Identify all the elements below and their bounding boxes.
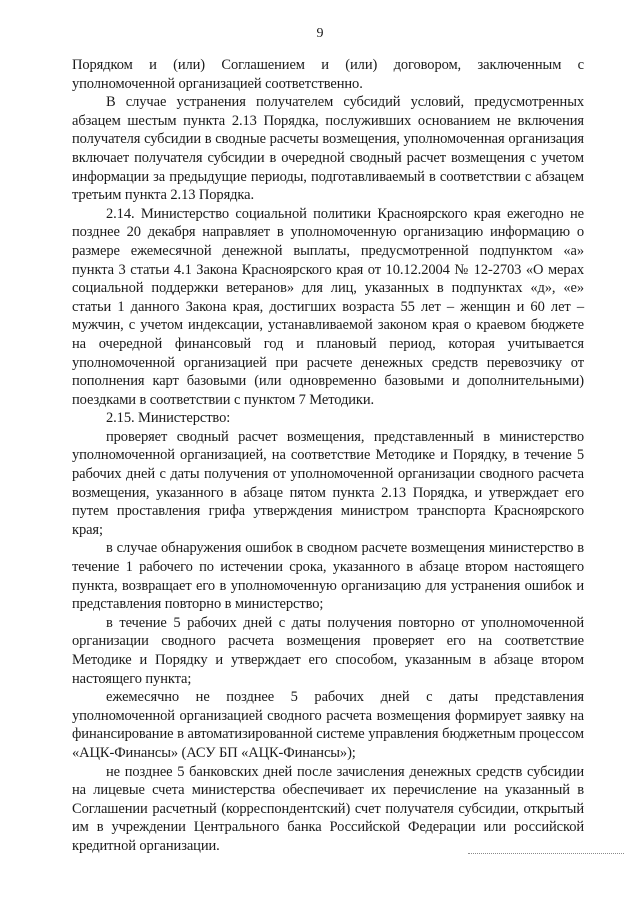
paragraph-clause-2-14: 2.14. Министерство социальной политики Красноярского края ежегодно не позднее 20 декабря направляет в уполномоченную организацию информацию о размере ежемесячной денежной выплаты, предусмотренной подпунктом «а» пункта 3 статьи 4.1 Закона Красноярского края от 10.12.2004 № 12-2703 «О мерах социальной поддержки ветеранов» для лиц, указанных в подпунктах «д», «е» статьи 1 данного Закона края, достигших возраста 55 лет – женщин и 60 лет – мужчин, с учетом индексации, устанавливаемой законом края о краевом бюджете на очередной финансовый год и плановый период, которая учитывается уполномоченной организацией при расчете денежных средств перевозчику от пополнения карт базовыми (или одновременно базовыми и дополнительными) поездками в соответствии с пунктом 7 Методики.	[72, 205, 584, 408]
paragraph-subsidy-inclusion: В случае устранения получателем субсидий условий, предусмотренных абзацем шестым пункта 2.13 Порядка, послуживших основанием не включения получателя субсидии в сводные расчеты возмещения, уполномоченная организация включает получателя субсидии в очередной сводный расчет возмещения с учетом информации за предыдущие периоды, подготавливаемый в соответствии с абзацем третьим пункта 2.13 Порядка.	[72, 94, 584, 204]
document-body	[72, 56, 584, 856]
page-number: 9	[316, 26, 324, 41]
paragraph-verification: проверяет сводный расчет возмещения, представленный в министерство уполномоченной организацией, на соответствие Методике и Порядку, в течение 5 рабочих дней с даты получения от уполномоченной организации сводного расчета возмещения, указанного в абзаце пятом пункта 2.13 Порядка, и утверждает его путем проставления грифа утверждения министром транспорта Красноярского края;	[72, 428, 584, 538]
paragraph-funding-request: ежемесячно не позднее 5 рабочих дней с даты представления уполномоченной организацией сводного расчета возмещения формирует заявку на финансирование в автоматизированной системе управления бюджетным процессом «АЦК-Финансы» (АСУ БП «АЦК-Финансы»);	[72, 689, 584, 761]
paragraph-clause-2-15-heading: 2.15. Министерство:	[106, 410, 231, 427]
footer-dotted-line	[468, 853, 624, 854]
paragraph-transfer: не позднее 5 банковских дней после зачисления денежных средств субсидии на лицевые счета министерства обеспечивает их перечисление на указанный в Соглашении расчетный (корреспондентский) счет получателя субсидии, открытый им в учреждении Центрального банка Российской Федерации или российской кредитной организации.	[72, 763, 584, 854]
paragraph-repeat-check: в течение 5 рабочих дней с даты получения повторно от уполномоченной организации сводного расчета возмещения проверяет его на соответствие Методике и Порядку и утверждает его способом, указанным в абзаце втором настоящего пункта;	[72, 614, 584, 687]
paragraph-error-return: в случае обнаружения ошибок в сводном расчете возмещения министерство в течение 1 рабочего по истечении срока, указанного в абзаце втором настоящего пункта, возвращает его в уполномоченную организацию для устранения ошибок и представления повторно в министерство;	[72, 540, 584, 613]
paragraph-continuation: Порядком и (или) Соглашением и (или) договором, заключенным с уполномоченной организацией соответственно.	[72, 57, 584, 92]
